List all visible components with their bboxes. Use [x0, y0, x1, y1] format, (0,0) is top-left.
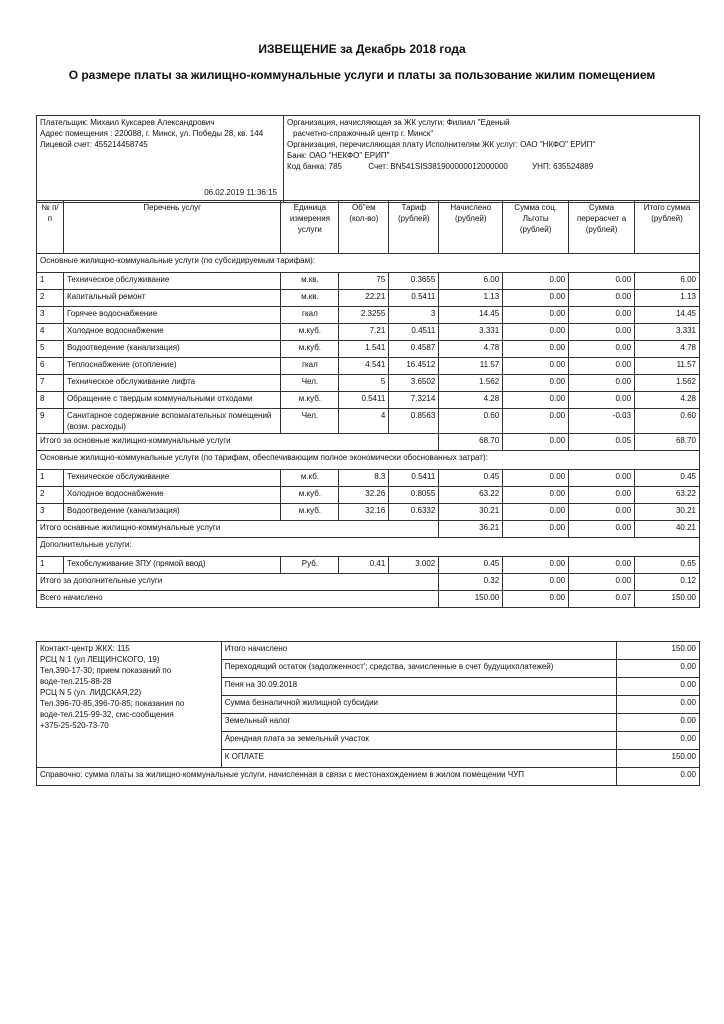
column-header: Тариф (рублей) [389, 201, 439, 254]
table-cell: Чел. [281, 375, 339, 392]
table-cell: 4.28 [439, 392, 503, 409]
total-cell: 0.00 [569, 574, 635, 591]
table-cell: 22.21 [339, 290, 389, 307]
table-cell: Техническое обслуживание [63, 273, 280, 290]
table-cell: 14.45 [439, 307, 503, 324]
table-cell: 1.562 [439, 375, 503, 392]
table-cell: 4.28 [635, 392, 700, 409]
payer-account: Лицевой счет: 455214458745 [40, 140, 148, 149]
table-cell: 0.00 [569, 375, 635, 392]
table-row [37, 273, 700, 290]
contact-line: РСЦ N 1 (ул ЛЕЩИНСКОГО, 19) [40, 655, 160, 664]
summary-label: Итого начислено [221, 642, 616, 660]
total-label: Итого за дополнительные услуги [37, 574, 439, 591]
table-cell: 0.5411 [339, 392, 389, 409]
table-cell: 0.00 [569, 392, 635, 409]
total-cell: 150.00 [635, 591, 700, 608]
table-cell: 0.00 [503, 273, 569, 290]
table-cell: 0.3655 [389, 273, 439, 290]
section-title-row [37, 254, 700, 273]
table-cell: 1.541 [339, 341, 389, 358]
table-cell: 7 [37, 375, 64, 392]
summary-label: Арендная плата за земельный участок [221, 732, 616, 750]
table-cell: 0.00 [569, 358, 635, 375]
total-row [37, 574, 700, 591]
table-row [37, 324, 700, 341]
table-cell: Чел. [281, 409, 339, 434]
payer-datetime: 06.02.2019 11:36:15 [204, 188, 277, 197]
table-cell: Капитальный ремонт [63, 290, 280, 307]
table-cell: 0.00 [503, 392, 569, 409]
table-cell: 4 [37, 324, 64, 341]
table-cell: 32.16 [339, 504, 389, 521]
table-cell: 0.00 [503, 470, 569, 487]
column-header: Об"ем (кол-во) [339, 201, 389, 254]
column-header: Единица измерения услуги [281, 201, 339, 254]
table-cell: м.куб. [281, 504, 339, 521]
summary-row [37, 642, 700, 660]
table-cell: 0.8563 [389, 409, 439, 434]
table-cell: 3.331 [439, 324, 503, 341]
table-cell: 0.8055 [389, 487, 439, 504]
table-cell: 3 [37, 307, 64, 324]
summary-value: 0.00 [617, 660, 700, 678]
total-label: Всего начислено [37, 591, 439, 608]
table-cell: 0.00 [503, 290, 569, 307]
table-cell: 63.22 [635, 487, 700, 504]
table-cell: 3.331 [635, 324, 700, 341]
table-cell: 0.60 [439, 409, 503, 434]
table-cell: 0.4587 [389, 341, 439, 358]
table-cell: 0.00 [569, 504, 635, 521]
table-cell: м.куб. [281, 487, 339, 504]
document-title: ИЗВЕЩЕНИЕ за Декабрь 2018 года [258, 42, 466, 56]
table-row [37, 358, 700, 375]
table-cell: 0.00 [503, 504, 569, 521]
total-cell: 0.05 [569, 434, 635, 451]
table-cell: 6 [37, 358, 64, 375]
table-cell: 4 [339, 409, 389, 434]
summary-label: Сумма безналичной жилищной субсидии [221, 696, 616, 714]
table-cell: Санитарное содержание вспомагательных помещений (возм. расходы) [63, 409, 280, 434]
table-cell: м.кв. [281, 273, 339, 290]
table-cell: 6.00 [635, 273, 700, 290]
table-cell: 1.13 [635, 290, 700, 307]
table-cell: м.куб. [281, 324, 339, 341]
contacts-cell [37, 642, 222, 768]
table-cell: Обращение с твердым коммунальными отходами [63, 392, 280, 409]
payer-name: Плательщик: Михаил Куксарев Александрович [40, 118, 215, 127]
org-line4: Банк: ОАО "НЕКФО" ЕРИП" [287, 151, 390, 160]
footnote-row [37, 768, 700, 786]
table-cell: 4.78 [439, 341, 503, 358]
table-cell: 3.6502 [389, 375, 439, 392]
table-cell: 1 [37, 273, 64, 290]
table-cell: 3 [389, 307, 439, 324]
table-cell: 4.78 [635, 341, 700, 358]
total-row [37, 521, 700, 538]
document-subtitle: О размере платы за жилищно-коммунальные услуги и платы за пользование жилим помещением [68, 68, 656, 82]
column-header: Перечень услуг [63, 201, 280, 254]
table-cell: 11.57 [439, 358, 503, 375]
table-cell: 4.541 [339, 358, 389, 375]
table-cell: 1.562 [635, 375, 700, 392]
column-header: Сумма перерасчет а (рублей) [569, 201, 635, 254]
table-cell: 0.00 [569, 557, 635, 574]
column-header: Сумма соц. Льготы (рублей) [503, 201, 569, 254]
table-cell: 2 [37, 290, 64, 307]
total-cell: 0.12 [635, 574, 700, 591]
table-cell: 75 [339, 273, 389, 290]
table-cell: 1 [37, 557, 64, 574]
table-cell: 6.00 [439, 273, 503, 290]
summary-table [36, 641, 700, 786]
summary-value: 0.00 [617, 696, 700, 714]
table-cell: 32.26 [339, 487, 389, 504]
table-cell: -0.03 [569, 409, 635, 434]
table-row [37, 341, 700, 358]
table-cell: 2.3255 [339, 307, 389, 324]
summary-label: К ОПЛАТЕ [221, 750, 616, 768]
contact-line: Тел.390-17-30; прием показаний по [40, 666, 172, 675]
footnote-label: Справочно: сумма платы за жилищно-коммунальные услуги, начисленная в связи с местонахождением в жилом помещении ЧУП [37, 768, 617, 786]
table-cell: 0.00 [503, 307, 569, 324]
total-cell: 0.00 [503, 434, 569, 451]
table-cell: 11.57 [635, 358, 700, 375]
table-cell: 0.5411 [389, 290, 439, 307]
summary-value: 150.00 [617, 750, 700, 768]
table-cell: 0.00 [569, 341, 635, 358]
table-cell: 2 [37, 487, 64, 504]
table-cell: 1.13 [439, 290, 503, 307]
table-row [37, 375, 700, 392]
table-row [37, 557, 700, 574]
footnote-value: 0.00 [617, 768, 700, 786]
column-header: Начислено (рублей) [439, 201, 503, 254]
table-cell: 3.002 [389, 557, 439, 574]
table-cell: Водоотведение (канализация) [63, 341, 280, 358]
unp: УНП: 635524889 [532, 162, 594, 171]
table-cell: 8 [37, 392, 64, 409]
table-cell: 14.45 [635, 307, 700, 324]
payer-address: Адрес помещения : 220088, г. Минск, ул. Победы 28, кв. 144 [40, 129, 264, 138]
table-cell: 5 [37, 341, 64, 358]
table-cell: м.кв. [281, 290, 339, 307]
payer-cell [37, 116, 284, 203]
summary-label: Земельный налог [221, 714, 616, 732]
table-cell: 63.22 [439, 487, 503, 504]
table-row [37, 409, 700, 434]
table-cell: Техническое обслуживание лифта [63, 375, 280, 392]
table-cell: 3 [37, 504, 64, 521]
table-cell: Горячее водоснабжение [63, 307, 280, 324]
table-cell: 16.4512 [389, 358, 439, 375]
org-line3: Организация, перечисляющая плату Исполнителям ЖК услуг: ОАО "НКФО" ЕРИП" [287, 140, 596, 149]
table-cell: 0.00 [569, 307, 635, 324]
table-cell: 0.00 [503, 557, 569, 574]
bank-code: Код банка: 785 [287, 162, 343, 171]
table-cell: 0.45 [439, 557, 503, 574]
total-cell: 68.70 [439, 434, 503, 451]
section-title: Дополнительные услуги: [37, 538, 700, 557]
table-cell: Техобслуживание ЗПУ (прямой ввод) [63, 557, 280, 574]
services-table [36, 200, 700, 608]
table-cell: Холодное водоснабжение [63, 487, 280, 504]
column-header: Итого сумма (рублей) [635, 201, 700, 254]
table-cell: 0.45 [439, 470, 503, 487]
table-cell: 0.45 [635, 470, 700, 487]
contact-line: РСЦ N 5 (ул. ЛИДСКАЯ,22) [40, 688, 142, 697]
table-cell: 0.00 [569, 324, 635, 341]
table-cell: 8.3 [339, 470, 389, 487]
table-cell: м.куб. [281, 392, 339, 409]
table-cell: 30.21 [439, 504, 503, 521]
total-cell: 0.07 [569, 591, 635, 608]
total-cell: 150.00 [439, 591, 503, 608]
table-cell: 0.65 [635, 557, 700, 574]
table-cell: 1 [37, 470, 64, 487]
table-row [37, 504, 700, 521]
org-cell [284, 116, 700, 203]
contact-line: воде-тел.215-99-32, смс-сообщения [40, 710, 174, 719]
table-cell: 0.00 [503, 324, 569, 341]
summary-value: 0.00 [617, 678, 700, 696]
table-cell: м.кб. [281, 470, 339, 487]
table-cell: гкал [281, 307, 339, 324]
table-cell: 0.00 [503, 341, 569, 358]
org-line2: расчетно-спражочный центр г. Минск" [293, 129, 434, 138]
table-cell: Теплоснабжение (отопление) [63, 358, 280, 375]
table-cell: Руб. [281, 557, 339, 574]
total-row [37, 434, 700, 451]
total-cell: 0.00 [569, 521, 635, 538]
summary-value: 150.00 [617, 642, 700, 660]
section-title-row [37, 538, 700, 557]
table-row [37, 307, 700, 324]
table-cell: гкал [281, 358, 339, 375]
contact-line: Контакт-центр ЖКХ: 115 [40, 644, 130, 653]
table-row [37, 392, 700, 409]
table-cell: 0.60 [635, 409, 700, 434]
section-title: Основные жилищно-коммунальные услуги (по субсидируемым тарифам): [37, 254, 700, 273]
summary-label: Переходящий остаток (задолженност'; средства, зачисленные в счет будущихплатежей) [221, 660, 616, 678]
total-cell: 0.00 [503, 521, 569, 538]
table-row [37, 487, 700, 504]
table-cell: 7.21 [339, 324, 389, 341]
column-header: № п/п [37, 201, 64, 254]
table-cell: Техническое обслуживание [63, 470, 280, 487]
table-cell: 0.00 [569, 487, 635, 504]
table-cell: Холодное водоснабжение [63, 324, 280, 341]
table-cell: 0.4511 [389, 324, 439, 341]
table-cell: 0.00 [569, 290, 635, 307]
total-cell: 0.32 [439, 574, 503, 591]
table-cell: 0.00 [503, 487, 569, 504]
contact-line: воде-тел.215-88-28 [40, 677, 112, 686]
table-cell: 0.00 [503, 375, 569, 392]
bank-details [287, 161, 696, 172]
table-cell: 0.00 [569, 470, 635, 487]
section-title: Основные жилищно-коммунальные услуги (по тарифам, обеспечивающим полное экономически обоснованных затрат): [37, 451, 700, 470]
table-cell: 0.6332 [389, 504, 439, 521]
table-cell: 0.5411 [389, 470, 439, 487]
table-cell: 7.3214 [389, 392, 439, 409]
total-cell: 36.21 [439, 521, 503, 538]
summary-value: 0.00 [617, 732, 700, 750]
table-header-row [37, 201, 700, 254]
summary-label: Пеня на 30.09.2018 [221, 678, 616, 696]
total-cell: 40.21 [635, 521, 700, 538]
summary-value: 0.00 [617, 714, 700, 732]
contact-line: Тел.396-70-85,396-70-85; показания по [40, 699, 185, 708]
total-cell: 0.00 [503, 591, 569, 608]
table-cell: 0.00 [569, 273, 635, 290]
table-cell: 0.00 [503, 358, 569, 375]
table-cell: 30.21 [635, 504, 700, 521]
table-cell: 5 [339, 375, 389, 392]
bank-account: Счет: BN541SIS381900000012000000 [368, 162, 508, 171]
table-row [37, 290, 700, 307]
total-cell: 0.00 [503, 574, 569, 591]
total-label: Итого за основные жилищно-коммунальные услуги [37, 434, 439, 451]
table-cell: м.куб. [281, 341, 339, 358]
table-row [37, 470, 700, 487]
header-info-table [36, 115, 700, 203]
table-cell: 9 [37, 409, 64, 434]
table-cell: 0.00 [503, 409, 569, 434]
total-cell: 68.70 [635, 434, 700, 451]
total-row [37, 591, 700, 608]
total-label: Итого оснавные жилищно-коммунальные услуги [37, 521, 439, 538]
table-cell: 0.41 [339, 557, 389, 574]
org-line1: Организация, начисляющая за ЖК услуги: Филиал "Еденый [287, 118, 510, 127]
section-title-row [37, 451, 700, 470]
table-cell: Водоотведение (канализация) [63, 504, 280, 521]
contact-line: +375-25-520-73-70 [40, 721, 109, 730]
